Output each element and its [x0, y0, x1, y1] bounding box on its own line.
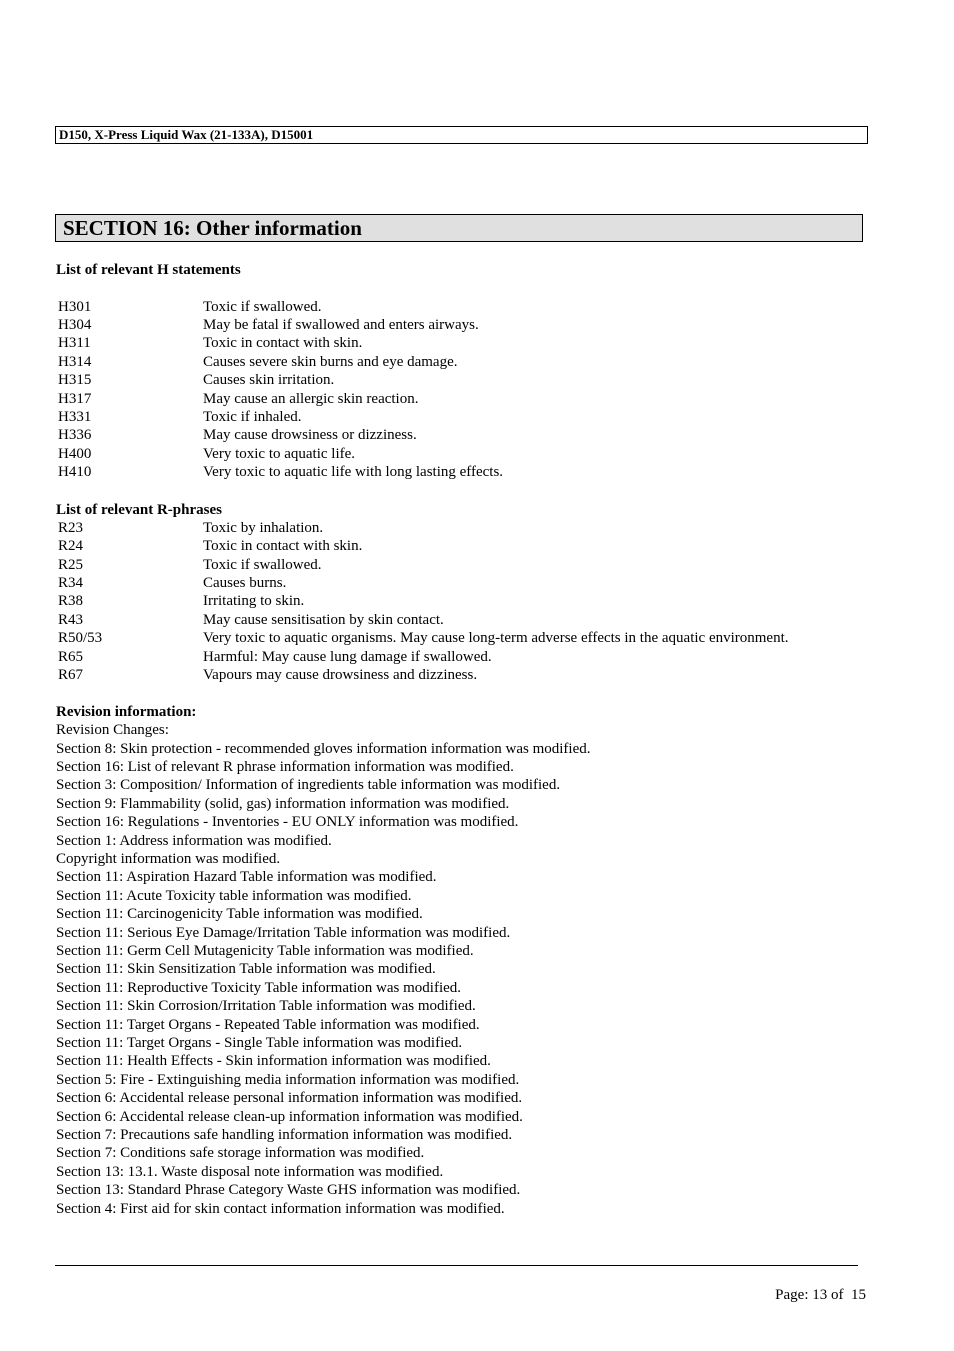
page-number: Page: 13 of 15 — [775, 1287, 866, 1303]
revision-line: Section 6: Accidental release clean-up information information was modified. — [56, 1108, 523, 1125]
revision-line: Section 5: Fire - Extinguishing media information information was modified. — [56, 1071, 520, 1088]
h-statement-text: Very toxic to aquatic life. — [203, 445, 356, 462]
revision-subheading: Revision Changes: — [56, 722, 169, 739]
revision-line: Section 13: 13.1. Waste disposal note information was modified. — [56, 1163, 444, 1180]
r-phrase-text: Toxic if swallowed. — [203, 556, 322, 573]
revision-line: Section 7: Precautions safe handling information information was modified. — [56, 1127, 513, 1143]
revision-line: Section 11: Skin Corrosion/Irritation Table information was modified. — [56, 998, 476, 1015]
h-statement-code: H317 — [58, 390, 92, 407]
r-phrase-code: R43 — [58, 611, 84, 628]
document-header: D150, X-Press Liquid Wax (21-133A), D15001 — [55, 126, 868, 144]
section-title: SECTION 16: Other information — [55, 214, 863, 242]
revision-line: Section 3: Composition/ Information of ingredients table information was modified. — [56, 777, 561, 794]
h-statement-text: Very toxic to aquatic life with long lasting effects. — [203, 464, 504, 481]
revision-line: Section 6: Accidental release personal information information was modified. — [56, 1090, 523, 1107]
h-statement-code: H304 — [58, 316, 92, 333]
revision-line: Section 16: Regulations - Inventories - EU ONLY information was modified. — [56, 814, 519, 831]
revision-line: Section 7: Conditions safe storage information was modified. — [56, 1145, 425, 1162]
revision-line: Section 11: Skin Sensitization Table information was modified. — [56, 961, 436, 978]
revision-line: Section 11: Acute Toxicity table information was modified. — [56, 887, 412, 904]
revision-heading: Revision information: — [56, 704, 197, 720]
r-phrase-code: R67 — [58, 667, 84, 683]
r-phrase-code: R65 — [58, 648, 84, 665]
r-phrase-text: Very toxic to aquatic organisms. May cause long-term adverse effects in the aquatic environment. — [203, 630, 789, 647]
r-phrase-code: R34 — [58, 575, 84, 591]
h-statement-text: Toxic in contact with skin. — [203, 335, 363, 352]
h-statement-code: H315 — [58, 372, 92, 389]
r-phrase-text: Harmful: May cause lung damage if swallowed. — [203, 648, 492, 665]
h-statement-code: H331 — [58, 408, 92, 425]
revision-line: Section 4: First aid for skin contact information information was modified. — [56, 1200, 505, 1217]
r-phrase-code: R38 — [58, 593, 84, 610]
h-statement-text: May cause an allergic skin reaction. — [203, 390, 419, 407]
h-statement-text: Causes severe skin burns and eye damage. — [203, 353, 458, 370]
h-statement-code: H400 — [58, 445, 92, 462]
r-phrase-code: R23 — [58, 519, 84, 536]
revision-line: Section 11: Target Organs - Repeated Table information was modified. — [56, 1016, 480, 1033]
r-phrase-text: Vapours may cause drowsiness and dizziness. — [203, 667, 478, 683]
footer-divider — [55, 1265, 858, 1266]
revision-line: Section 13: Standard Phrase Category Waste GHS information was modified. — [56, 1182, 521, 1199]
revision-line: Section 11: Carcinogenicity Table information was modified. — [56, 906, 423, 923]
revision-line: Section 11: Target Organs - Single Table information was modified. — [56, 1035, 463, 1051]
h-statement-code: H314 — [58, 353, 92, 370]
r-phrase-code: R50/53 — [58, 630, 103, 647]
revision-line: Section 11: Reproductive Toxicity Table information was modified. — [56, 979, 462, 996]
h-statement-code: H301 — [58, 298, 92, 315]
h-statement-text: May be fatal if swallowed and enters airways. — [203, 316, 479, 333]
revision-line: Section 1: Address information was modified. — [56, 832, 332, 849]
h-statement-text: Causes skin irritation. — [203, 372, 335, 389]
h-statements-heading: List of relevant H statements — [56, 262, 241, 278]
r-phrase-text: Causes burns. — [203, 575, 287, 591]
h-statement-code: H311 — [58, 335, 91, 352]
r-phrase-text: May cause sensitisation by skin contact. — [203, 611, 444, 628]
r-phrase-code: R25 — [58, 556, 84, 573]
revision-line: Copyright information was modified. — [56, 851, 281, 867]
h-statement-text: Toxic if inhaled. — [203, 408, 302, 425]
h-statement-text: May cause drowsiness or dizziness. — [203, 427, 417, 444]
h-statement-code: H336 — [58, 427, 92, 444]
r-phrase-code: R24 — [58, 538, 84, 555]
r-phrase-text: Irritating to skin. — [203, 593, 305, 610]
revision-line: Section 9: Flammability (solid, gas) information information was modified. — [56, 795, 510, 812]
r-phrases-heading: List of relevant R-phrases — [56, 502, 222, 518]
revision-line: Section 16: List of relevant R phrase information information was modified. — [56, 759, 514, 775]
revision-line: Section 11: Serious Eye Damage/Irritation Table information was modified. — [56, 924, 511, 941]
revision-line: Section 11: Aspiration Hazard Table information was modified. — [56, 869, 437, 886]
revision-line: Section 8: Skin protection - recommended gloves information information was modified. — [56, 740, 591, 757]
r-phrase-text: Toxic by inhalation. — [203, 519, 324, 536]
revision-line: Section 11: Germ Cell Mutagenicity Table information was modified. — [56, 943, 474, 959]
revision-line: Section 11: Health Effects - Skin information information was modified. — [56, 1053, 491, 1070]
h-statement-text: Toxic if swallowed. — [203, 298, 322, 315]
r-phrase-text: Toxic in contact with skin. — [203, 538, 363, 555]
h-statement-code: H410 — [58, 464, 92, 481]
